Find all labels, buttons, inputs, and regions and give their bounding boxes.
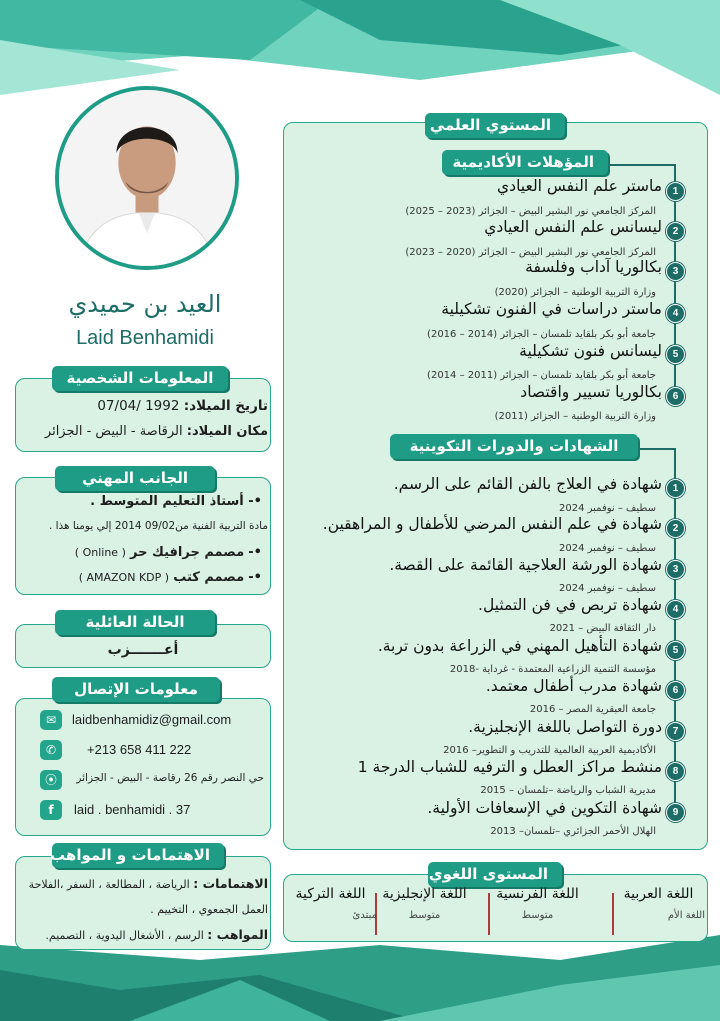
bullet: •- (248, 494, 262, 509)
language-arabic-name: اللغة العربية (623, 886, 694, 902)
family-status-value: أعـــــــزب (107, 642, 179, 658)
envelope-icon: ✉ (40, 710, 62, 730)
birth-place-row (45, 424, 268, 439)
bullet: •- (248, 570, 262, 585)
interests-label: الاهتمامات : (193, 876, 268, 891)
bullet: •- (248, 545, 262, 560)
certs-title: الشهادات والدورات التكوينية (390, 434, 638, 459)
academic-title-1: ماستر علم النفس العيادي (497, 177, 662, 195)
professional-title: الجانب المهني (55, 466, 215, 491)
email-value: laidbenhamidiz@gmail.com (72, 712, 232, 727)
interests-title: الاهتمامات و المواهب (52, 843, 224, 868)
facebook-value: laid . benhamidi . 37 (74, 802, 191, 817)
birth-date-value: 1992 /07/04 (97, 398, 180, 414)
academic-number-5: 5 (666, 345, 685, 364)
academic-number-6: 6 (666, 387, 685, 406)
cert-title-8: منشط مراكز العطل و الترفيه للشباب الدرجة 1 (357, 758, 662, 776)
name-english: Laid Benhamidi (76, 327, 214, 349)
profile-photo (55, 86, 239, 270)
language-french (491, 886, 584, 921)
professional-item-1-main: أستاذ التعليم المتوسط . (90, 494, 244, 509)
cert-number-8: 8 (666, 762, 685, 781)
interests-row (29, 876, 268, 891)
academic-title: المؤهلات الأكاديمية (442, 150, 608, 175)
cert-number-5: 5 (666, 641, 685, 660)
phone-value: +213 658 411 222 (87, 742, 192, 757)
talents-value: الرسم ، الأشغال اليدوية ، التصميم. (45, 929, 204, 942)
professional-item-1-sub: مادة التربية الفنية من09/02 2014 إلي يومنا هذا . (48, 520, 268, 532)
phone-icon: ✆ (40, 740, 62, 760)
cert-title-2: شهادة في علم النفس المرضي للأطفال و المراهقين. (322, 515, 662, 533)
family-title: الحالة العائلية (55, 610, 215, 635)
cert-title-9: شهادة التكوين في الإسعافات الأولية. (427, 799, 662, 817)
language-english (378, 886, 471, 921)
academic-number-1: 1 (666, 182, 685, 201)
cert-sub-5: مؤسسة التنمية الزراعية المعتمدة - غرداية -2018 (449, 664, 656, 675)
cert-sub-9: الهلال الأحمر الجزائري –تلمسان– 2013 (490, 826, 656, 837)
language-turkish (284, 886, 377, 921)
academic-title-6: بكالوريا تسيير واقتصاد (520, 383, 662, 401)
cert-title-1: شهادة في العلاج بالفن القائم على الرسم. (393, 475, 662, 493)
cert-number-3: 3 (666, 560, 685, 579)
birth-place-label: مكان الميلاد: (186, 424, 268, 439)
professional-item-1 (90, 494, 262, 509)
academic-sub-4: جامعة أبو بكر بلقايد تلمسان – الجزائر (2014 – 2016) (427, 329, 656, 340)
birth-place-value: الرقاصة - البيض - الجزائر (44, 424, 183, 439)
language-turkish-name: اللغة التركية (295, 886, 366, 902)
cert-sub-7: الأكاديمية العربية العالمية للتدريب و التطوير– 2016 (443, 745, 656, 756)
cert-title-7: دورة التواصل باللغة الإنجليزية. (468, 718, 662, 736)
interests-line2: العمل الجمعوي ، التخييم . (150, 903, 268, 916)
birth-date-row (97, 398, 268, 414)
academic-title-4: ماستر دراسات في الفنون تشكيلية (441, 300, 662, 318)
cert-sub-1: سطيف – نوفمبر 2024 (559, 503, 656, 514)
languages-title: المستوى اللغوي (428, 862, 562, 887)
cert-number-2: 2 (666, 519, 685, 538)
name-arabic: العيد بن حميدي (68, 290, 222, 318)
location-icon: ⦿ (40, 770, 62, 790)
academic-number-4: 4 (666, 304, 685, 323)
language-turkish-level: مبتدئ (352, 910, 377, 921)
professional-item-2-sub: ( Online ) (74, 546, 126, 559)
talents-row (45, 927, 268, 942)
language-arabic (612, 886, 705, 921)
academic-title-5: ليسانس فنون تشكيلية (519, 342, 662, 360)
timeline-line-certs (674, 448, 676, 814)
facebook-icon: f (40, 800, 62, 820)
academic-number-3: 3 (666, 262, 685, 281)
academic-sub-5: جامعة أبو بكر بلقايد تلمسان – الجزائر (2011 – 2014) (427, 370, 656, 381)
academic-title-3: بكالوريا آداب وفلسفة (525, 258, 662, 276)
language-english-name: اللغة الإنجليزية (382, 886, 467, 902)
academic-number-2: 2 (666, 222, 685, 241)
language-french-name: اللغة الفرنسية (496, 886, 579, 902)
talents-label: المواهب : (207, 927, 268, 942)
professional-item-3-sub: ( AMAZON KDP ) (78, 571, 170, 584)
academic-sub-3: وزارة التربية الوطنية – الجزائر (2020) (494, 287, 656, 298)
contact-title: معلومات الإتصال (52, 677, 220, 702)
academic-sub-1: المركز الجامعي نور البشير البيض – الجزائر (2023 – 2025) (405, 206, 656, 217)
professional-item-2-main: مصمم جرافيك حر (130, 545, 245, 560)
cert-number-4: 4 (666, 600, 685, 619)
cert-title-4: شهادة تربص في فن التمثيل. (478, 596, 662, 614)
birth-date-label: تاريخ الميلاد: (183, 398, 268, 414)
cert-sub-4: دار الثقافة البيض – 2021 (549, 623, 656, 634)
academic-title-2: ليسانس علم النفس العيادي (484, 218, 662, 236)
language-separator (488, 893, 490, 935)
professional-item-2 (75, 545, 262, 560)
cert-number-9: 9 (666, 803, 685, 822)
language-english-level: متوسط (408, 910, 441, 921)
cert-sub-6: جامعة العبقرية المصر – 2016 (529, 704, 656, 715)
cert-sub-8: مديرية الشباب والرياضة –تلمسان – 2015 (480, 785, 656, 796)
timeline-connector-academic (606, 164, 676, 166)
language-separator (612, 893, 614, 935)
academic-sub-2: المركز الجامعي نور البشير البيض – الجزائر (2020 – 2023) (405, 247, 656, 258)
cert-sub-3: سطيف – نوفمبر 2024 (559, 583, 656, 594)
cert-number-7: 7 (666, 722, 685, 741)
cert-number-6: 6 (666, 681, 685, 700)
language-french-level: متوسط (521, 910, 554, 921)
cert-title-6: شهادة مدرب أطفال معتمد. (485, 677, 662, 695)
personal-info-title: المعلومات الشخصية (52, 366, 228, 391)
address-value: حي النصر رقم 26 رقاصة - البيض - الجزائر (76, 772, 264, 784)
scientific-title: المستوي العلمي (425, 113, 565, 138)
language-arabic-level: اللغة الأم (667, 910, 705, 921)
professional-item-3-main: مصمم كتب (173, 570, 245, 585)
cert-sub-2: سطيف – نوفمبر 2024 (559, 543, 656, 554)
interests-line1: الرياضة ، المطالعة ، السفر ،الفلاحة (28, 878, 190, 891)
timeline-connector-certs (636, 448, 676, 450)
cert-number-1: 1 (666, 479, 685, 498)
academic-sub-6: وزارة التربية الوطنية – الجزائر (2011) (494, 411, 656, 422)
cert-title-3: شهادة الورشة العلاجية القائمة على القصة. (389, 556, 662, 574)
professional-item-3 (79, 570, 262, 585)
cert-title-5: شهادة التأهيل المهني في الزراعة بدون تربة. (377, 637, 662, 655)
